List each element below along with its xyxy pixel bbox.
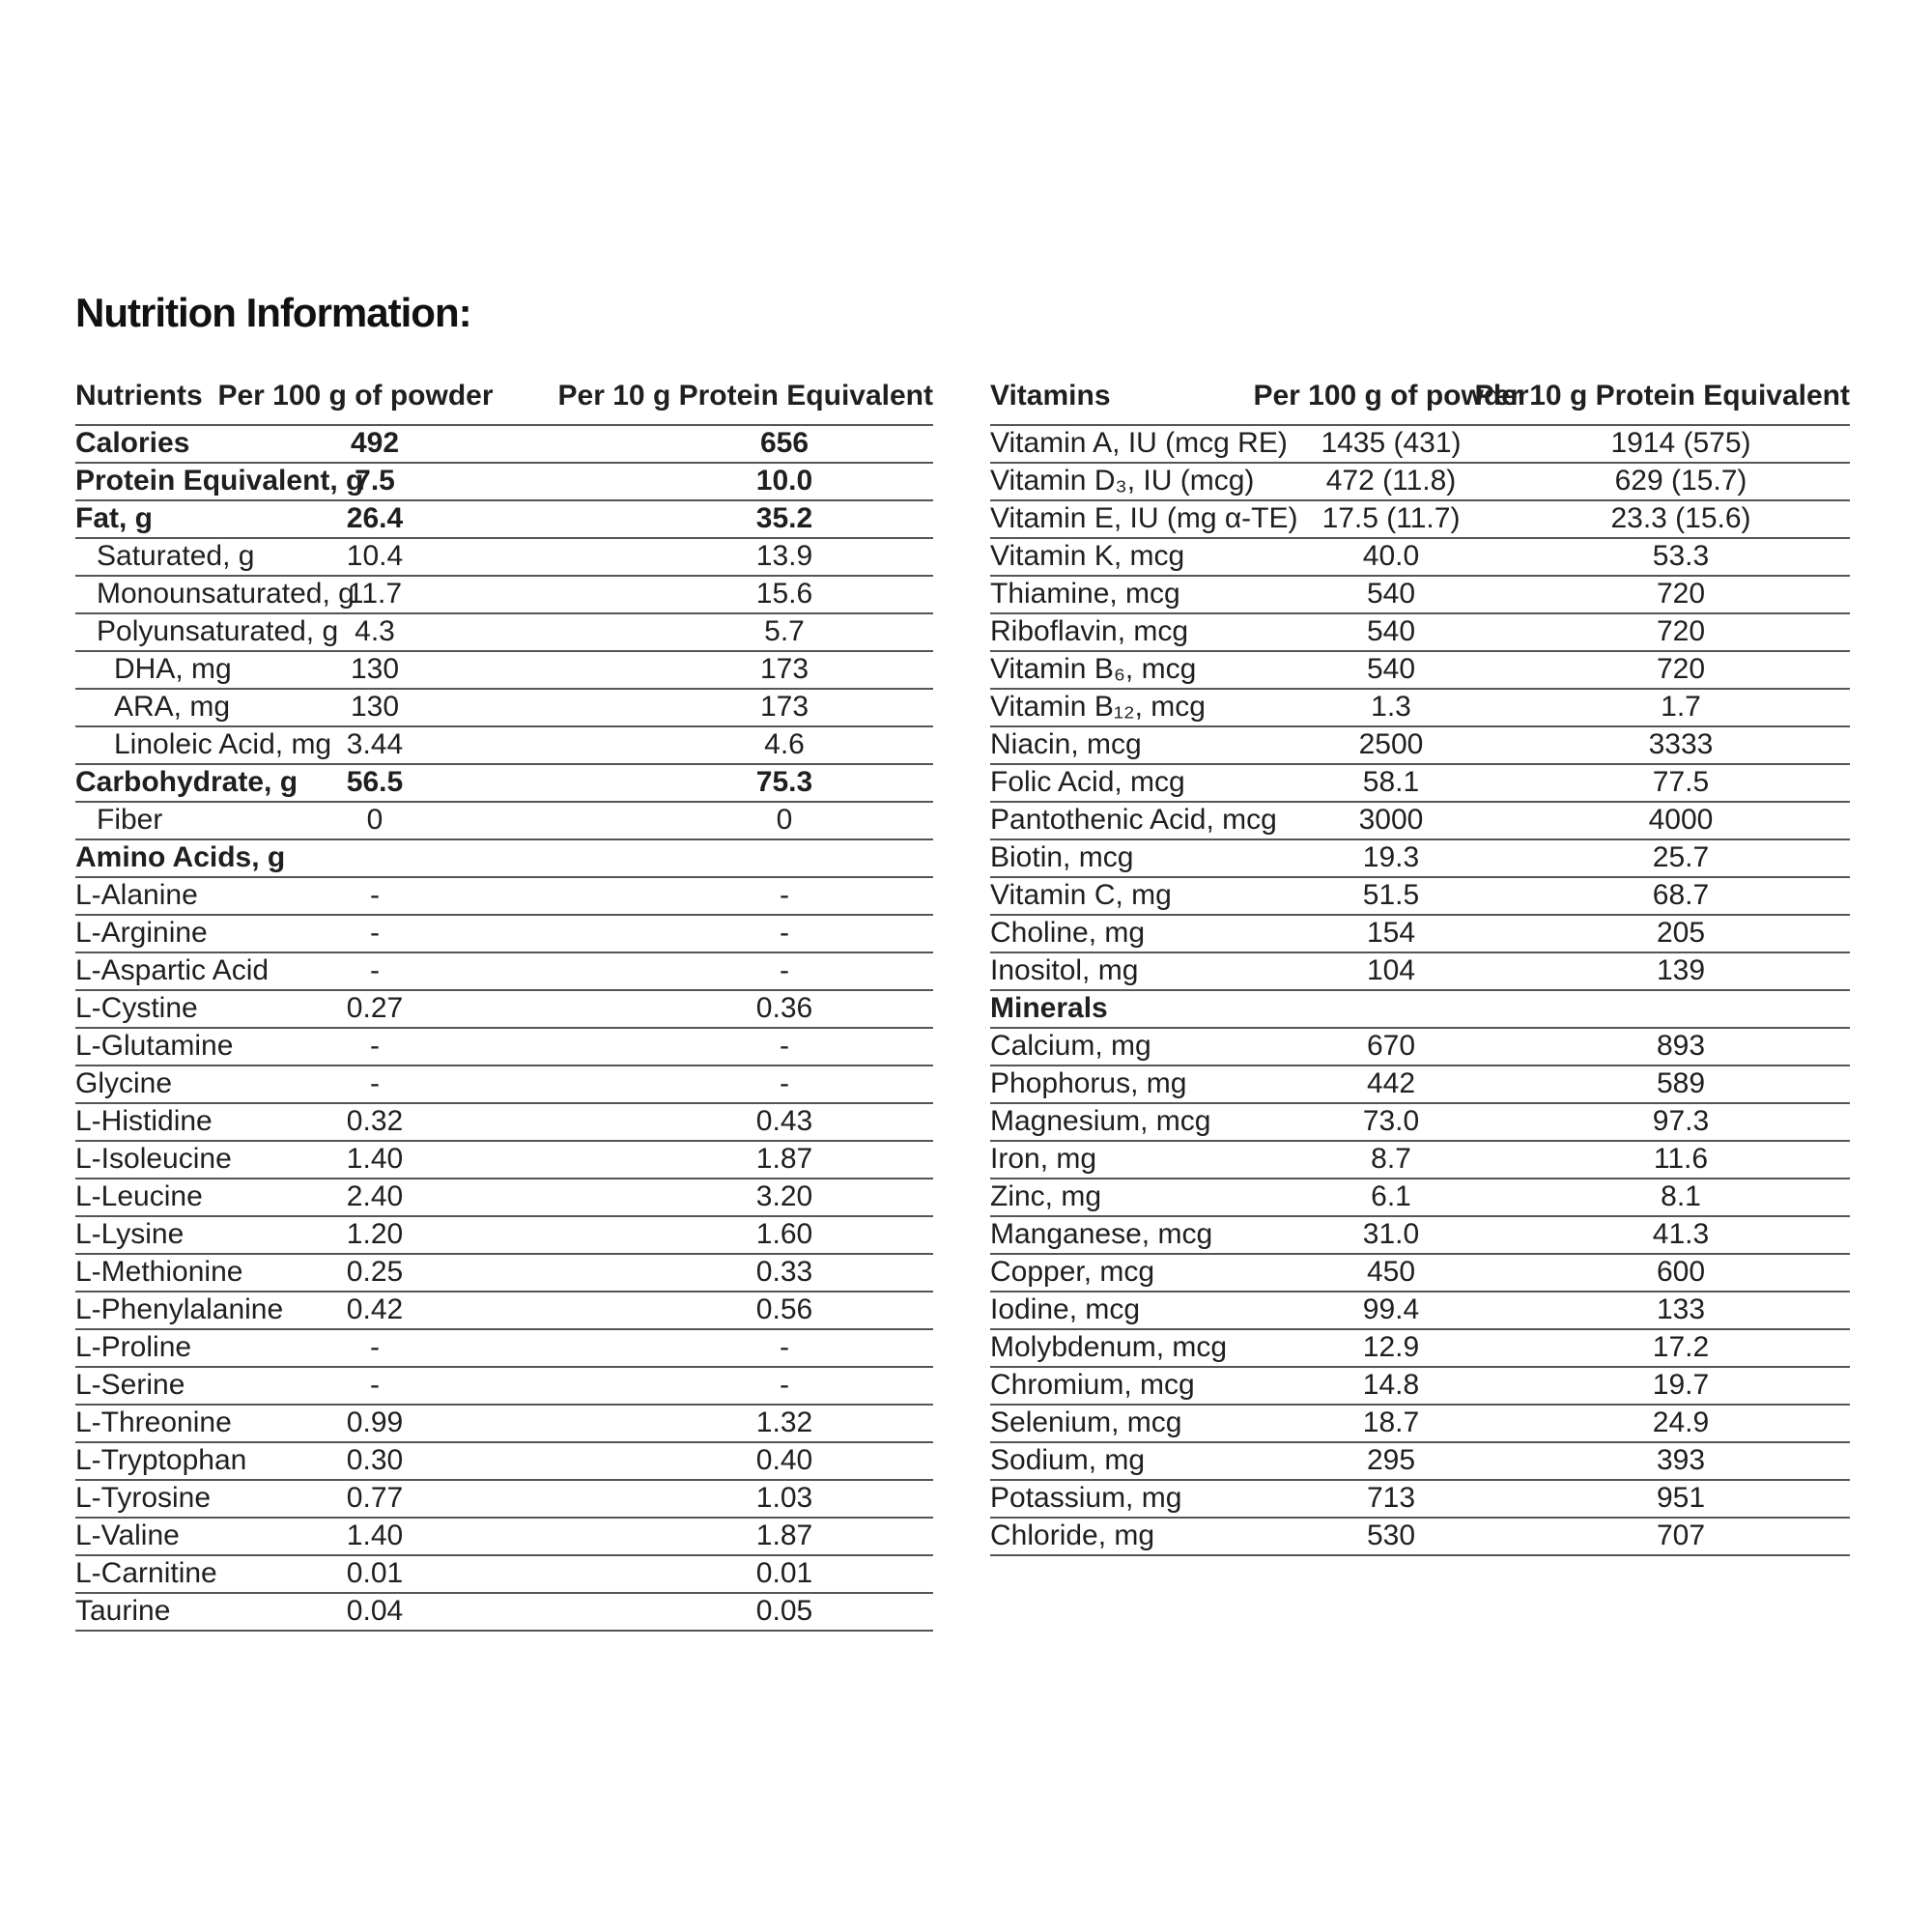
value-per-10g-protein: 173 bbox=[759, 691, 810, 723]
value-per-100g: 130 bbox=[350, 691, 400, 723]
table-row bbox=[75, 1481, 933, 1519]
value-per-100g: 670 bbox=[1366, 1030, 1416, 1062]
value-per-10g-protein: 707 bbox=[1656, 1520, 1706, 1551]
value-per-10g-protein: 393 bbox=[1656, 1444, 1706, 1476]
row-label: Vitamin C, mg bbox=[990, 879, 1172, 911]
value-per-10g-protein: 205 bbox=[1656, 917, 1706, 949]
value-per-100g: 713 bbox=[1366, 1482, 1416, 1514]
value-per-10g-protein: 5.7 bbox=[764, 615, 805, 647]
row-label: Magnesium, mcg bbox=[990, 1105, 1211, 1137]
row-label: L-Carnitine bbox=[75, 1557, 217, 1589]
table-row bbox=[75, 464, 933, 501]
row-label: L-Lysine bbox=[75, 1218, 185, 1250]
value-per-100g: - bbox=[370, 1030, 380, 1062]
value-per-10g-protein: 19.7 bbox=[1652, 1369, 1710, 1401]
value-per-100g: 0.27 bbox=[346, 992, 404, 1024]
per-100g-column-header: Per 100 g of powder bbox=[217, 380, 494, 412]
row-label: Niacin, mcg bbox=[990, 728, 1142, 760]
table-row bbox=[75, 426, 933, 464]
row-label: L-Cystine bbox=[75, 992, 198, 1024]
value-per-100g: 31.0 bbox=[1362, 1218, 1420, 1250]
table-row bbox=[75, 1066, 933, 1104]
table-row bbox=[75, 1594, 933, 1632]
value-per-100g: 0.32 bbox=[346, 1105, 404, 1137]
row-label: Zinc, mg bbox=[990, 1180, 1102, 1212]
value-per-100g: 1.3 bbox=[1371, 691, 1411, 723]
table-row bbox=[990, 1066, 1850, 1104]
row-label: L-Isoleucine bbox=[75, 1143, 232, 1175]
row-label: L-Glutamine bbox=[75, 1030, 234, 1062]
value-per-10g-protein: - bbox=[780, 1369, 789, 1401]
table-row bbox=[75, 1293, 933, 1330]
row-label: Folic Acid, mcg bbox=[990, 766, 1185, 798]
value-per-100g: 1.20 bbox=[346, 1218, 404, 1250]
value-per-10g-protein: 1.87 bbox=[755, 1520, 813, 1551]
value-per-10g-protein: 589 bbox=[1656, 1067, 1706, 1099]
table-row bbox=[990, 1406, 1850, 1443]
value-per-10g-protein: 1.32 bbox=[755, 1406, 813, 1438]
row-label: L-Threonine bbox=[75, 1406, 232, 1438]
value-per-10g-protein: 0.56 bbox=[755, 1293, 813, 1325]
row-label: Sodium, mg bbox=[990, 1444, 1146, 1476]
table-row bbox=[990, 1330, 1850, 1368]
value-per-10g-protein: 4000 bbox=[1648, 804, 1714, 836]
table-row bbox=[75, 501, 933, 539]
page-title: Nutrition Information: bbox=[75, 290, 471, 335]
value-per-10g-protein: 0.05 bbox=[755, 1595, 813, 1627]
row-label: Calories bbox=[75, 427, 190, 459]
value-per-100g: 11.7 bbox=[347, 578, 403, 610]
row-label: Selenium, mcg bbox=[990, 1406, 1182, 1438]
value-per-100g: 0.42 bbox=[346, 1293, 404, 1325]
table-row bbox=[990, 464, 1850, 501]
table-row bbox=[75, 953, 933, 991]
table-row bbox=[75, 1255, 933, 1293]
value-per-10g-protein: 15.6 bbox=[755, 578, 813, 610]
table-row bbox=[990, 1029, 1850, 1066]
value-per-10g-protein: 1.03 bbox=[755, 1482, 813, 1514]
value-per-100g: 3000 bbox=[1358, 804, 1424, 836]
value-per-10g-protein: 8.1 bbox=[1661, 1180, 1701, 1212]
row-label: Phophorus, mg bbox=[990, 1067, 1187, 1099]
table-row bbox=[990, 426, 1850, 464]
row-label: L-Alanine bbox=[75, 879, 198, 911]
value-per-100g: 492 bbox=[350, 427, 400, 459]
row-label: Minerals bbox=[990, 992, 1108, 1024]
value-per-100g: 130 bbox=[350, 653, 400, 685]
table-row bbox=[75, 803, 933, 840]
row-label: Saturated, g bbox=[97, 540, 255, 572]
value-per-10g-protein: 23.3 (15.6) bbox=[1610, 502, 1751, 534]
table-row bbox=[75, 1519, 933, 1556]
table-row bbox=[990, 690, 1850, 727]
table-row bbox=[75, 727, 933, 765]
value-per-10g-protein: - bbox=[780, 1030, 789, 1062]
row-label: L-Arginine bbox=[75, 917, 208, 949]
value-per-10g-protein: 24.9 bbox=[1652, 1406, 1710, 1438]
table-row bbox=[75, 1406, 933, 1443]
value-per-100g: 104 bbox=[1366, 954, 1416, 986]
row-label: DHA, mg bbox=[114, 653, 232, 685]
row-label: L-Proline bbox=[75, 1331, 192, 1363]
value-per-100g: - bbox=[370, 1331, 380, 1363]
value-per-100g: 18.7 bbox=[1362, 1406, 1420, 1438]
table-row bbox=[990, 803, 1850, 840]
table-row bbox=[990, 1255, 1850, 1293]
vitamins-table-header bbox=[990, 367, 1850, 426]
per-10g-protein-column-header: Per 10 g Protein Equivalent bbox=[1474, 380, 1850, 412]
value-per-10g-protein: 0.33 bbox=[755, 1256, 813, 1288]
value-per-100g: - bbox=[370, 1369, 380, 1401]
value-per-10g-protein: 97.3 bbox=[1652, 1105, 1710, 1137]
value-per-100g: 8.7 bbox=[1371, 1143, 1411, 1175]
table-row bbox=[990, 1142, 1850, 1179]
value-per-100g: 540 bbox=[1366, 578, 1416, 610]
row-label: L-Valine bbox=[75, 1520, 180, 1551]
value-per-100g: 12.9 bbox=[1362, 1331, 1420, 1363]
value-per-100g: 0.01 bbox=[346, 1557, 404, 1589]
row-label: L-Methionine bbox=[75, 1256, 243, 1288]
table-row bbox=[75, 1556, 933, 1594]
value-per-10g-protein: 0 bbox=[776, 804, 793, 836]
value-per-100g: - bbox=[370, 954, 380, 986]
value-per-100g: 58.1 bbox=[1362, 766, 1420, 798]
value-per-100g: 540 bbox=[1366, 653, 1416, 685]
table-row bbox=[75, 614, 933, 652]
row-label: Protein Equivalent, g bbox=[75, 465, 364, 497]
value-per-10g-protein: 0.43 bbox=[755, 1105, 813, 1137]
value-per-100g: 2500 bbox=[1358, 728, 1424, 760]
row-label: Copper, mcg bbox=[990, 1256, 1155, 1288]
value-per-10g-protein: 13.9 bbox=[755, 540, 813, 572]
vitamins-table-body bbox=[990, 426, 1850, 1556]
table-row bbox=[990, 953, 1850, 991]
value-per-100g: 0.04 bbox=[346, 1595, 404, 1627]
value-per-10g-protein: 0.40 bbox=[755, 1444, 813, 1476]
row-label: Glycine bbox=[75, 1067, 173, 1099]
table-row bbox=[75, 1029, 933, 1066]
table-row bbox=[990, 1481, 1850, 1519]
row-label: Iodine, mcg bbox=[990, 1293, 1141, 1325]
value-per-100g: 51.5 bbox=[1362, 879, 1420, 911]
value-per-10g-protein: 3333 bbox=[1648, 728, 1714, 760]
table-row bbox=[75, 1217, 933, 1255]
value-per-10g-protein: 3.20 bbox=[755, 1180, 813, 1212]
value-per-100g: 40.0 bbox=[1362, 540, 1420, 572]
row-label: Choline, mg bbox=[990, 917, 1146, 949]
table-row bbox=[990, 1519, 1850, 1556]
nutrients-table-body bbox=[75, 426, 933, 1632]
row-label: L-Phenylalanine bbox=[75, 1293, 284, 1325]
value-per-100g: 1.40 bbox=[346, 1143, 404, 1175]
value-per-10g-protein: 68.7 bbox=[1652, 879, 1710, 911]
value-per-10g-protein: 139 bbox=[1656, 954, 1706, 986]
value-per-100g: 0 bbox=[366, 804, 384, 836]
table-row bbox=[75, 1443, 933, 1481]
value-per-10g-protein: 1.87 bbox=[755, 1143, 813, 1175]
table-row bbox=[990, 614, 1850, 652]
row-label: Vitamin B₁₂, mcg bbox=[990, 691, 1206, 723]
row-label: L-Tryptophan bbox=[75, 1444, 247, 1476]
row-label: Molybdenum, mcg bbox=[990, 1331, 1228, 1363]
value-per-10g-protein: 25.7 bbox=[1652, 841, 1710, 873]
table-row bbox=[75, 1104, 933, 1142]
value-per-100g: 540 bbox=[1366, 615, 1416, 647]
value-per-100g: 2.40 bbox=[346, 1180, 404, 1212]
value-per-10g-protein: 0.01 bbox=[755, 1557, 813, 1589]
value-per-100g: 295 bbox=[1366, 1444, 1416, 1476]
value-per-10g-protein: - bbox=[780, 1067, 789, 1099]
value-per-100g: 73.0 bbox=[1362, 1105, 1420, 1137]
row-label: Biotin, mcg bbox=[990, 841, 1134, 873]
table-row bbox=[990, 878, 1850, 916]
value-per-10g-protein: 720 bbox=[1656, 615, 1706, 647]
row-label: Chloride, mg bbox=[990, 1520, 1155, 1551]
value-per-100g: 7.5 bbox=[355, 465, 395, 497]
row-label: Vitamin A, IU (mcg RE) bbox=[990, 427, 1288, 459]
value-per-10g-protein: 656 bbox=[759, 427, 810, 459]
value-per-10g-protein: 720 bbox=[1656, 578, 1706, 610]
row-label: Vitamin E, IU (mg α-TE) bbox=[990, 502, 1298, 534]
row-label: Fiber bbox=[97, 804, 163, 836]
row-label: ARA, mg bbox=[114, 691, 231, 723]
row-label: Vitamin B₆, mcg bbox=[990, 653, 1197, 685]
value-per-10g-protein: 10.0 bbox=[755, 465, 813, 497]
row-label: L-Tyrosine bbox=[75, 1482, 212, 1514]
value-per-10g-protein: 0.36 bbox=[755, 992, 813, 1024]
table-row bbox=[990, 1179, 1850, 1217]
table-row bbox=[990, 1293, 1850, 1330]
table-row bbox=[75, 652, 933, 690]
value-per-100g: 1.40 bbox=[346, 1520, 404, 1551]
table-row bbox=[75, 1142, 933, 1179]
table-row bbox=[75, 765, 933, 803]
table-row bbox=[990, 727, 1850, 765]
value-per-100g: 56.5 bbox=[346, 766, 404, 798]
value-per-10g-protein: 133 bbox=[1656, 1293, 1706, 1325]
table-row bbox=[990, 916, 1850, 953]
row-label: Manganese, mcg bbox=[990, 1218, 1213, 1250]
value-per-100g: 0.99 bbox=[346, 1406, 404, 1438]
row-label: L-Serine bbox=[75, 1369, 185, 1401]
table-row bbox=[990, 1104, 1850, 1142]
row-label: L-Histidine bbox=[75, 1105, 213, 1137]
value-per-100g: - bbox=[370, 879, 380, 911]
table-row bbox=[990, 577, 1850, 614]
vitamins-minerals-table bbox=[990, 367, 1850, 1556]
table-row bbox=[75, 840, 933, 878]
table-row bbox=[990, 1443, 1850, 1481]
table-row bbox=[990, 991, 1850, 1029]
value-per-10g-protein: 11.6 bbox=[1653, 1143, 1709, 1175]
table-row bbox=[75, 1330, 933, 1368]
table-row bbox=[75, 1179, 933, 1217]
table-row bbox=[990, 1217, 1850, 1255]
value-per-10g-protein: 720 bbox=[1656, 653, 1706, 685]
value-per-100g: 6.1 bbox=[1371, 1180, 1411, 1212]
value-per-10g-protein: - bbox=[780, 954, 789, 986]
row-label: L-Leucine bbox=[75, 1180, 203, 1212]
table-row bbox=[990, 1368, 1850, 1406]
row-label: Potassium, mg bbox=[990, 1482, 1182, 1514]
value-per-10g-protein: 629 (15.7) bbox=[1614, 465, 1747, 497]
value-per-10g-protein: 893 bbox=[1656, 1030, 1706, 1062]
value-per-100g: 1435 (431) bbox=[1321, 427, 1462, 459]
value-per-100g: 472 (11.8) bbox=[1325, 465, 1457, 497]
value-per-10g-protein: 1914 (575) bbox=[1610, 427, 1751, 459]
row-label: Monounsaturated, g bbox=[97, 578, 355, 610]
row-label: Calcium, mg bbox=[990, 1030, 1151, 1062]
nutrients-table bbox=[75, 367, 933, 1632]
value-per-100g: 0.30 bbox=[346, 1444, 404, 1476]
row-label: Pantothenic Acid, mcg bbox=[990, 804, 1277, 836]
row-label: Amino Acids, g bbox=[75, 841, 286, 873]
row-label: Thiamine, mcg bbox=[990, 578, 1180, 610]
row-label: Polyunsaturated, g bbox=[97, 615, 339, 647]
table-row bbox=[75, 991, 933, 1029]
row-label: Inositol, mg bbox=[990, 954, 1139, 986]
nutrients-table-header bbox=[75, 367, 933, 426]
row-label: Iron, mg bbox=[990, 1143, 1097, 1175]
value-per-100g: 17.5 (11.7) bbox=[1321, 502, 1461, 534]
value-per-100g: - bbox=[370, 917, 380, 949]
value-per-100g: 99.4 bbox=[1362, 1293, 1420, 1325]
row-label: Carbohydrate, g bbox=[75, 766, 298, 798]
value-per-100g: 530 bbox=[1366, 1520, 1416, 1551]
value-per-100g: 3.44 bbox=[346, 728, 404, 760]
vitamins-column-header: Vitamins bbox=[990, 380, 1111, 412]
value-per-100g: 450 bbox=[1366, 1256, 1416, 1288]
row-label: Vitamin K, mcg bbox=[990, 540, 1185, 572]
value-per-100g: 14.8 bbox=[1362, 1369, 1420, 1401]
row-label: L-Aspartic Acid bbox=[75, 954, 270, 986]
row-label: Fat, g bbox=[75, 502, 153, 534]
per-10g-protein-column-header: Per 10 g Protein Equivalent bbox=[557, 380, 933, 412]
table-row bbox=[990, 501, 1850, 539]
value-per-10g-protein: 75.3 bbox=[755, 766, 813, 798]
table-row bbox=[75, 690, 933, 727]
value-per-10g-protein: 77.5 bbox=[1652, 766, 1710, 798]
value-per-100g: 154 bbox=[1366, 917, 1416, 949]
table-row bbox=[990, 765, 1850, 803]
row-label: Vitamin D₃, IU (mcg) bbox=[990, 465, 1255, 497]
value-per-100g: 10.4 bbox=[346, 540, 404, 572]
value-per-10g-protein: 951 bbox=[1656, 1482, 1706, 1514]
value-per-100g: 19.3 bbox=[1362, 841, 1420, 873]
table-row bbox=[75, 539, 933, 577]
value-per-10g-protein: 35.2 bbox=[755, 502, 813, 534]
value-per-10g-protein: 600 bbox=[1656, 1256, 1706, 1288]
value-per-10g-protein: 17.2 bbox=[1652, 1331, 1710, 1363]
nutrients-column-header: Nutrients bbox=[75, 380, 203, 412]
value-per-10g-protein: 173 bbox=[759, 653, 810, 685]
value-per-10g-protein: - bbox=[780, 917, 789, 949]
table-row bbox=[75, 1368, 933, 1406]
per-100g-column-header: Per 100 g of powder bbox=[1253, 380, 1529, 412]
row-label: Linoleic Acid, mg bbox=[114, 728, 332, 760]
value-per-10g-protein: - bbox=[780, 879, 789, 911]
value-per-10g-protein: - bbox=[780, 1331, 789, 1363]
table-row bbox=[990, 539, 1850, 577]
value-per-100g: 4.3 bbox=[355, 615, 395, 647]
row-label: Riboflavin, mcg bbox=[990, 615, 1189, 647]
table-row bbox=[75, 577, 933, 614]
value-per-10g-protein: 4.6 bbox=[764, 728, 805, 760]
value-per-100g: - bbox=[370, 1067, 380, 1099]
row-label: Taurine bbox=[75, 1595, 171, 1627]
table-row bbox=[75, 878, 933, 916]
value-per-100g: 0.77 bbox=[346, 1482, 404, 1514]
value-per-100g: 0.25 bbox=[346, 1256, 404, 1288]
value-per-10g-protein: 41.3 bbox=[1652, 1218, 1710, 1250]
value-per-10g-protein: 53.3 bbox=[1652, 540, 1710, 572]
row-label: Chromium, mcg bbox=[990, 1369, 1195, 1401]
table-row bbox=[990, 652, 1850, 690]
table-row bbox=[990, 840, 1850, 878]
value-per-10g-protein: 1.7 bbox=[1661, 691, 1701, 723]
value-per-10g-protein: 1.60 bbox=[755, 1218, 813, 1250]
value-per-100g: 26.4 bbox=[346, 502, 404, 534]
value-per-100g: 442 bbox=[1366, 1067, 1416, 1099]
table-row bbox=[75, 916, 933, 953]
